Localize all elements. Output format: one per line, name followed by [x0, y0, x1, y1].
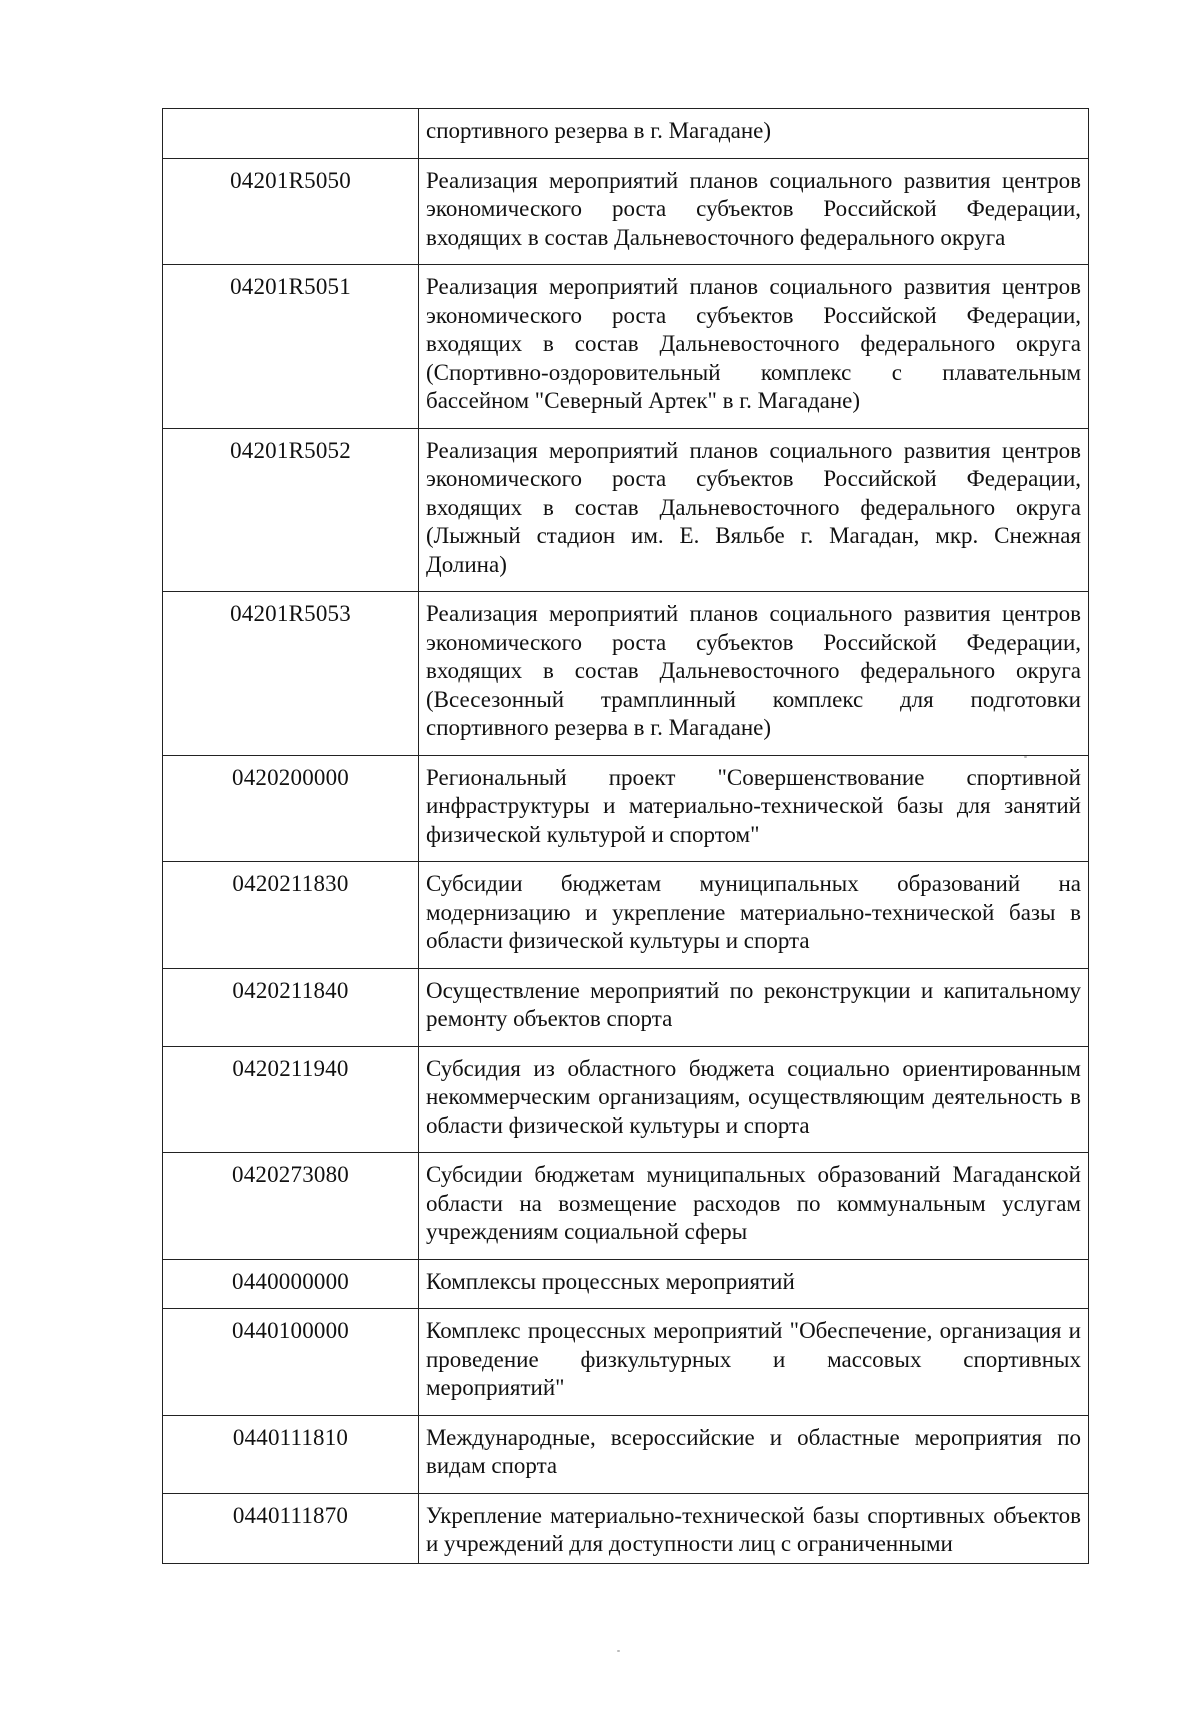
row-description: спортивного резерва в г. Магадане) — [419, 109, 1089, 159]
row-code — [163, 109, 419, 159]
table-row — [163, 428, 1089, 592]
table-row — [163, 968, 1089, 1046]
row-code: 0420273080 — [163, 1153, 419, 1260]
row-code: 04201R5051 — [163, 265, 419, 429]
row-description: Международные, всероссийские и областные мероприятия по видам спорта — [419, 1415, 1089, 1493]
row-description: Субсидия из областного бюджета социально ориентированным некоммерческим организациям, осуществляющим деятельность в области физической культуры и спорта — [419, 1046, 1089, 1153]
table-row — [163, 265, 1089, 429]
row-code: 0420200000 — [163, 755, 419, 862]
scan-speck — [1024, 756, 1027, 758]
row-description: Укрепление материально-технической базы спортивных объектов и учреждений для доступности лиц с ограниченными — [419, 1493, 1089, 1563]
row-description: Комплексы процессных мероприятий — [419, 1259, 1089, 1309]
row-description: Региональный проект "Совершенствование спортивной инфраструктуры и материально-технической базы для занятий физической культурой и спортом" — [419, 755, 1089, 862]
table-row — [163, 755, 1089, 862]
row-code: 04201R5052 — [163, 428, 419, 592]
row-code: 0420211830 — [163, 862, 419, 969]
row-code: 0440100000 — [163, 1309, 419, 1416]
row-description: Субсидии бюджетам муниципальных образований на модернизацию и укрепление материально-технической базы в области физической культуры и спорта — [419, 862, 1089, 969]
table-row — [163, 592, 1089, 756]
table-row — [163, 1259, 1089, 1309]
row-code: 04201R5053 — [163, 592, 419, 756]
row-description: Комплекс процессных мероприятий "Обеспечение, организация и проведение физкультурных и массовых спортивных мероприятий" — [419, 1309, 1089, 1416]
table-row — [163, 1415, 1089, 1493]
row-description: Реализация мероприятий планов социального развития центров экономического роста субъектов Российской Федерации, входящих в состав Дальневосточного федерального округа (Лыжный стадион им. Е. Вяльбе г. Магадан, мкр. Снежная Долина) — [419, 428, 1089, 592]
row-code: 0420211840 — [163, 968, 419, 1046]
row-code: 04201R5050 — [163, 158, 419, 265]
table-row — [163, 1046, 1089, 1153]
row-description: Реализация мероприятий планов социального развития центров экономического роста субъектов Российской Федерации, входящих в состав Дальневосточного федерального округа (Всесезонный трамплинный комплекс для подготовки спортивного резерва в г. Магадане) — [419, 592, 1089, 756]
row-code: 0440111810 — [163, 1415, 419, 1493]
scan-speck — [617, 1650, 620, 1652]
row-code: 0440111870 — [163, 1493, 419, 1563]
table-row — [163, 1309, 1089, 1416]
table-row — [163, 158, 1089, 265]
row-description: Осуществление мероприятий по реконструкции и капитальному ремонту объектов спорта — [419, 968, 1089, 1046]
table-row — [163, 109, 1089, 159]
budget-code-table — [162, 108, 1089, 1564]
row-description: Реализация мероприятий планов социального развития центров экономического роста субъектов Российской Федерации, входящих в состав Дальневосточного федерального округа — [419, 158, 1089, 265]
table-row — [163, 1493, 1089, 1563]
row-code: 0420211940 — [163, 1046, 419, 1153]
row-description: Субсидии бюджетам муниципальных образований Магаданской области на возмещение расходов по коммунальным услугам учреждениям социальной сферы — [419, 1153, 1089, 1260]
row-code: 0440000000 — [163, 1259, 419, 1309]
row-description: Реализация мероприятий планов социального развития центров экономического роста субъектов Российской Федерации, входящих в состав Дальневосточного федерального округа (Спортивно-оздоровительный комплекс с плавательным бассейном "Северный Артек" в г. Магадане) — [419, 265, 1089, 429]
table-row — [163, 1153, 1089, 1260]
table-row — [163, 862, 1089, 969]
